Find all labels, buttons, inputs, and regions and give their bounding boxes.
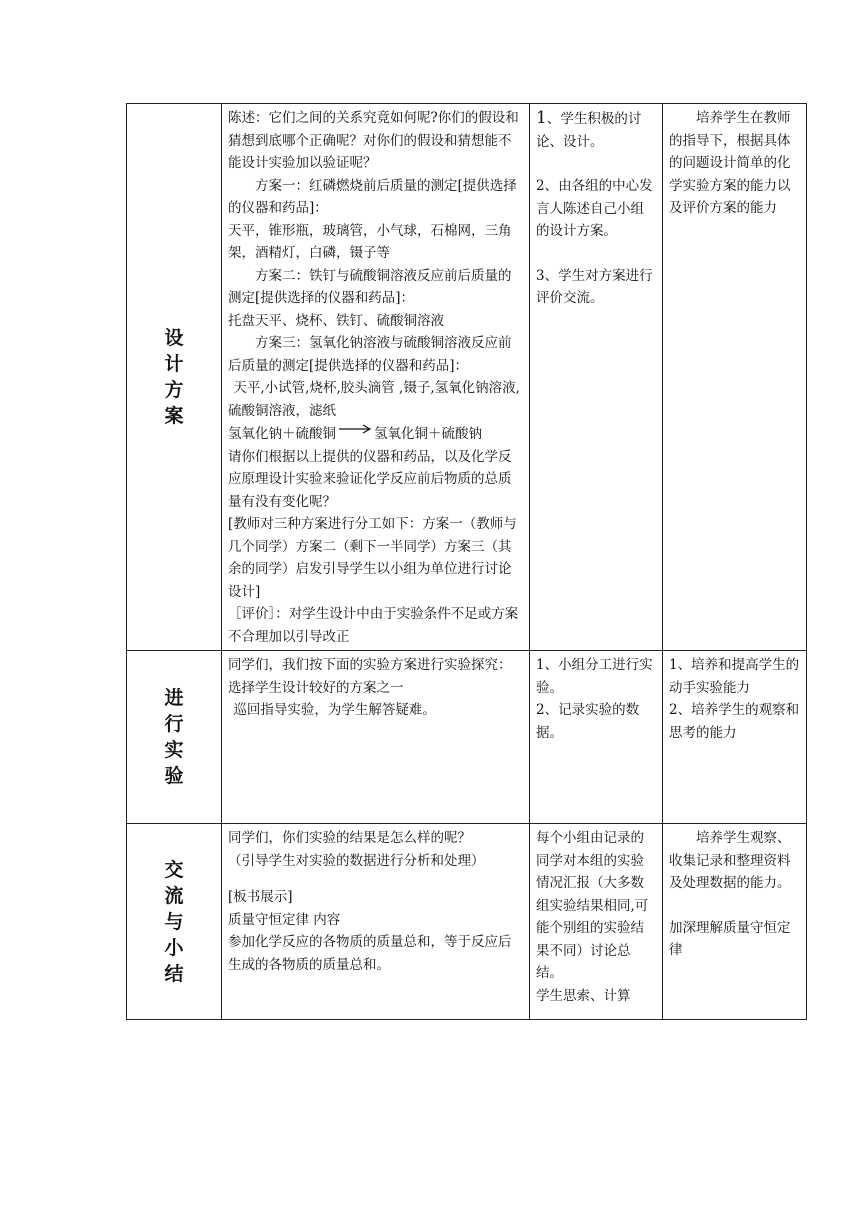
plan3-items: 天平,小试管,烧杯,胶头滴管 ,镊子,氢氧化钠溶液,硫酸铜溶液，滤纸 [228,380,520,419]
design-intent-1: 培养学生观察、收集记录和整理资料及处理数据的能力。 [669,830,791,891]
student-step-1-number: 1 [536,108,547,128]
design-intent-cell [663,824,807,1020]
stage-label: 设计方案 [164,327,184,427]
spacer [536,243,657,265]
stage-label: 交流与小结 [164,858,184,985]
student-activity-cell [530,104,663,651]
teacher-guide: 巡回指导实验，为学生解答疑难。 [233,702,436,718]
spacer [669,895,801,917]
design-intent-2: 加深理解质量守恒定律 [669,919,791,958]
design-intent-cell [663,104,807,651]
plan1-title: 方案一：红磷燃烧前后质量的测定[提供选择的仪器和药品]： [228,177,517,216]
teacher-activity-cell [222,824,530,1020]
teacher-intro: 陈述：它们之间的关系究竟如何呢?你们的假设和猜想到底哪个正确呢？对你们的假设和猜想能不能设计实验加以验证呢？ [228,110,519,171]
teacher-evaluation: ［评价］：对学生设计中由于实验条件不足或方案不合理加以引导改正 [228,606,519,645]
teacher-division: [教师对三种方案进行分工如下：方案一（教师与几个同学）方案二（剩下一半同学）方案三（其余的同学）启发引导学生以小组为单位进行讨论设计] [228,516,517,600]
spacer [228,872,524,886]
board-label: [板书展示] [228,889,293,905]
design-intent-cell [663,651,807,824]
plan2-items: 托盘天平、烧杯、铁钉、硫酸铜溶液 [228,312,444,329]
teacher-choose: 选择学生设计较好的方案之一 [228,679,404,696]
stage-label: 进行实验 [164,687,184,787]
student-step-2: 2、由各组的中心发言人陈述自己小组的设计方案。 [536,178,653,239]
plan2-title: 方案二：铁钉与硫酸铜溶液反应前后质量的测定[提供选择的仪器和药品]： [228,267,512,306]
reaction-reactants: 氢氧化钠＋硫酸铜 [228,426,336,442]
law-title: 质量守恒定律 内容 [228,911,341,928]
student-step-1 [536,107,657,153]
student-activity-cell [530,824,663,1020]
plan1-items: 天平，锥形瓶，玻璃管，小气球，石棉网，三角架，酒精灯，白磷，镊子等 [228,222,512,261]
teacher-prompt: 请你们根据以上提供的仪器和药品，以及化学反应原理设计实验来验证化学反应前后物质的总质量有没有变化呢？ [228,448,512,510]
design-intent-text: 培养学生在教师的指导下，根据具体的问题设计简单的化学实验方案的能力以及评价方案的能力 [669,110,791,216]
student-step-2: 2、记录实验的数据。 [536,702,640,741]
law-content: 参加化学反应的各物质的质量总和，等于反应后生成的各物质的质量总和。 [228,934,512,973]
lesson-plan-table [126,103,807,1020]
student-step-1-text: 、学生积极的讨论、设计。 [536,111,642,150]
teacher-activity-cell [222,651,530,824]
design-intent-1: 1、培养和提高学生的动手实验能力 [669,657,800,696]
teacher-guide: （引导学生对实验的数据进行分析和处理） [228,852,485,869]
teacher-activity-cell [222,104,530,651]
table-row-summary [127,824,807,1020]
design-intent-2: 2、培养学生的观察和思考的能力 [669,702,800,741]
table-row-design [127,104,807,651]
student-step-1: 1、小组分工进行实验。 [536,657,653,696]
stage-cell [127,824,222,1020]
reaction-arrow-icon [338,422,372,436]
student-think: 学生思索、计算 [536,987,631,1004]
student-step-3: 3、学生对方案进行评价交流。 [536,267,653,306]
spacer [536,153,657,175]
stage-cell [127,651,222,824]
stage-cell [127,104,222,651]
student-report: 每个小组由记录的同学对本组的实验情况汇报（大多数组实验结果相同,可能个别组的实验结果不同）讨论总结。 [536,830,649,981]
table-row-experiment [127,651,807,824]
plan3-title: 方案三：氢氧化钠溶液与硫酸铜溶液反应前后质量的测定[提供选择的仪器和药品]： [228,335,512,374]
teacher-intro: 同学们，我们按下面的实验方案进行实验探究： [228,657,512,673]
reaction-products: 氢氧化铜＋硫酸钠 [374,426,482,442]
student-activity-cell [530,651,663,824]
teacher-question: 同学们，你们实验的结果是怎么样的呢？ [228,830,471,846]
reaction-equation [228,422,524,446]
